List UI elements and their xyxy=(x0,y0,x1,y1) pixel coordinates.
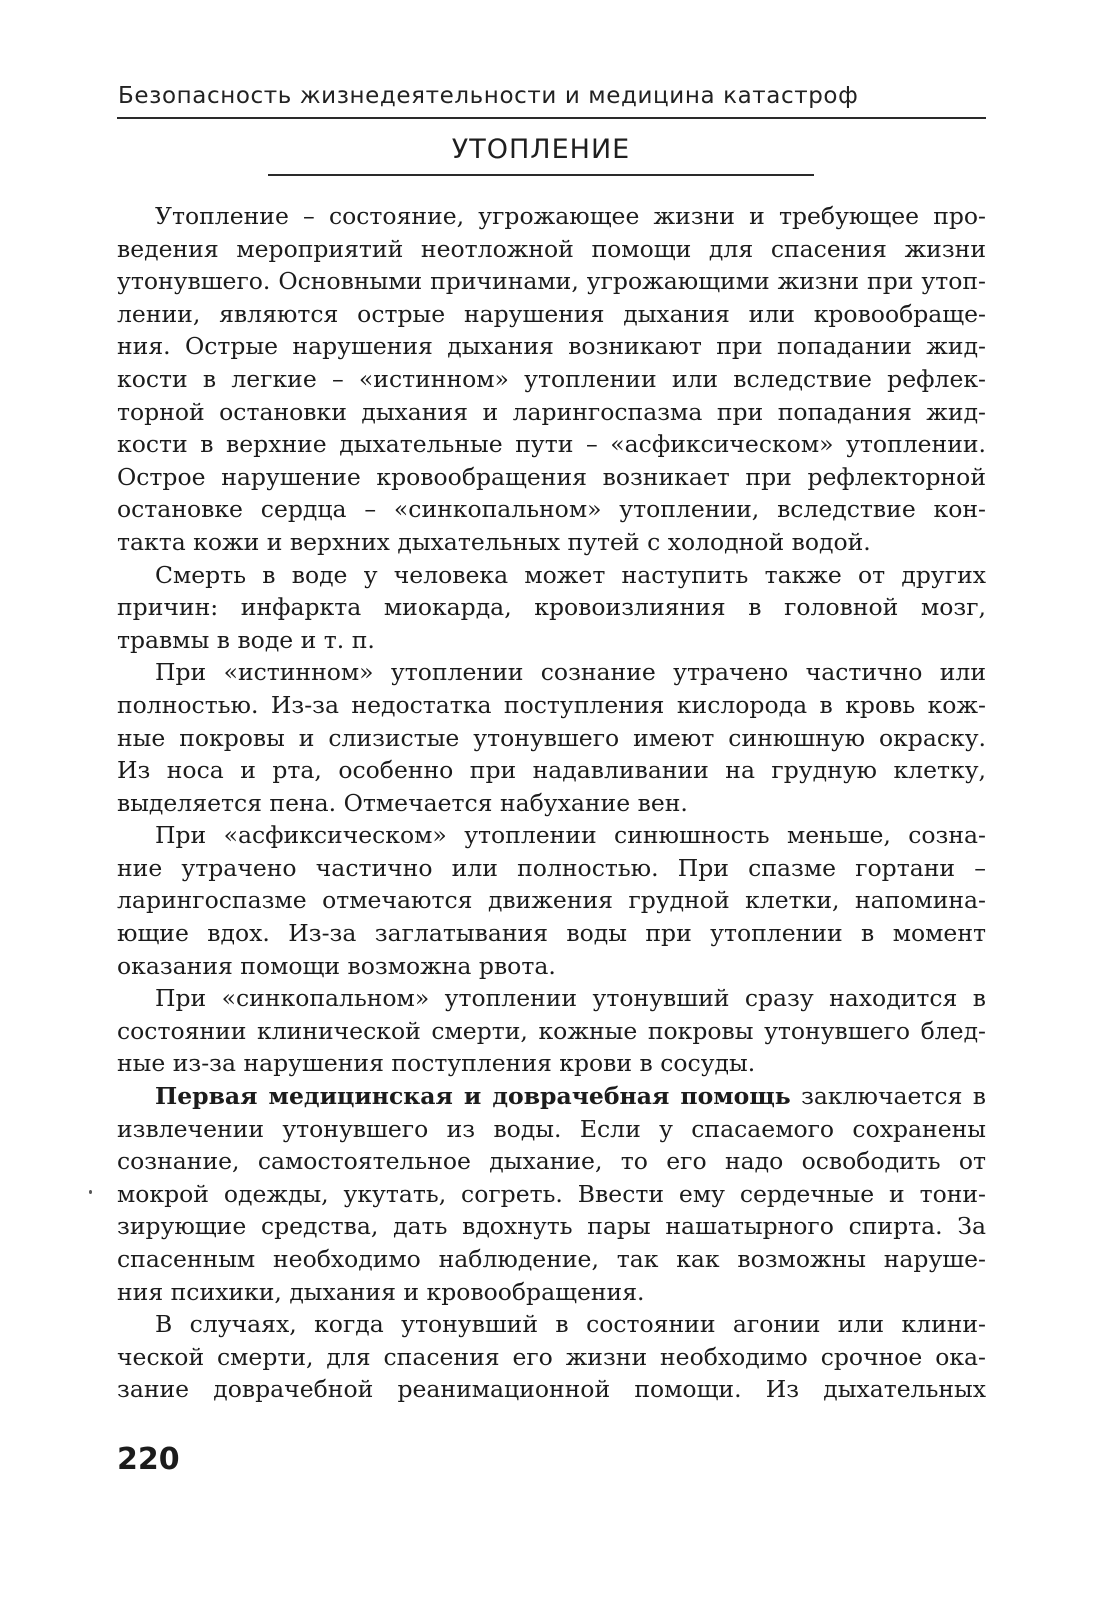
text-line: ческой смерти, для спасения его жизни необходимо срочное ока- xyxy=(117,1342,986,1371)
text-line: зание доврачебной реанимационной помощи. Из дыхательных xyxy=(117,1375,986,1404)
text-line: ведения мероприятий неотложной помощи для спасения жизни xyxy=(117,234,986,263)
body-text xyxy=(117,200,986,1406)
text-line: утонувшего. Основными причинами, угрожающими жизни при утоп- xyxy=(117,267,986,296)
text-line: выделяется пена. Отмечается набухание вен. xyxy=(117,788,688,817)
text-line: При «синкопальном» утоплении утонувший сразу находится в xyxy=(155,984,986,1013)
text-line: При «асфиксическом» утоплении синюшность меньше, созна- xyxy=(155,821,986,850)
title-underline xyxy=(268,174,814,176)
text-line: Острое нарушение кровообращения возникает при рефлекторной xyxy=(117,462,986,491)
text-line: полностью. Из-за недостатка поступления кислорода в кровь кож- xyxy=(117,690,986,719)
text-line: ния. Острые нарушения дыхания возникают при попадании жид- xyxy=(117,332,986,361)
text-line: В случаях, когда утонувший в состоянии агонии или клини- xyxy=(155,1310,986,1339)
page-number: 220 xyxy=(117,1442,180,1477)
scan-speck xyxy=(89,1190,92,1194)
text-line: мокрой одежды, укутать, согреть. Ввести ему сердечные и тони- xyxy=(117,1179,986,1208)
text-line: сознание, самостоятельное дыхание, то его надо освободить от xyxy=(117,1147,986,1176)
text-line: такта кожи и верхних дыхательных путей с холодной водой. xyxy=(117,527,871,556)
text-line: кости в верхние дыхательные пути – «асфиксическом» утоплении. xyxy=(117,430,986,459)
text-line: состоянии клинической смерти, кожные покровы утонувшего блед- xyxy=(117,1016,986,1045)
text-line: травмы в воде и т. п. xyxy=(117,625,375,654)
text-line: ные из-за нарушения поступления крови в сосуды. xyxy=(117,1049,756,1078)
text-line: ние утрачено частично или полностью. При спазме гортани – xyxy=(117,853,986,882)
text-line: При «истинном» утоплении сознание утрачено частично или xyxy=(155,658,986,687)
bold-lead-term: Первая медицинская и доврачебная помощь xyxy=(155,1082,791,1111)
text-line: ларингоспазме отмечаются движения грудной клетки, напомина- xyxy=(117,886,986,915)
text-line: остановке сердца – «синкопальном» утоплении, вследствие кон- xyxy=(117,495,986,524)
text-line: ния психики, дыхания и кровообращения. xyxy=(117,1277,645,1306)
running-head: Безопасность жизнедеятельности и медицина катастроф xyxy=(118,83,859,109)
text-line: зирующие средства, дать вдохнуть пары нашатырного спирта. За xyxy=(117,1212,986,1241)
text-line: ющие вдох. Из-за заглатывания воды при утоплении в момент xyxy=(117,919,986,948)
text-line: торной остановки дыхания и ларингоспазма при попадания жид- xyxy=(117,397,986,426)
text-line: ные покровы и слизистые утонувшего имеют синюшную окраску. xyxy=(117,723,986,752)
text-line: Утопление – состояние, угрожающее жизни и требующее про- xyxy=(155,202,986,230)
text-line xyxy=(117,1080,986,1113)
text-line: Из носа и рта, особенно при надавливании на грудную клетку, xyxy=(117,756,986,785)
text-line: извлечении утонувшего из воды. Если у спасаемого сохранены xyxy=(117,1114,986,1143)
header-rule xyxy=(117,117,986,119)
text-line: Смерть в воде у человека может наступить также от других xyxy=(155,560,986,589)
text-line: спасенным необходимо наблюдение, так как возможны наруше- xyxy=(117,1245,986,1273)
text-line: кости в легкие – «истинном» утоплении или вследствие рефлек- xyxy=(117,364,986,393)
text-line-rest: заключается в xyxy=(801,1082,986,1111)
text-line: лении, являются острые нарушения дыхания или кровообраще- xyxy=(117,299,986,328)
text-line: оказания помощи возможна рвота. xyxy=(117,951,556,980)
section-title: УТОПЛЕНИЕ xyxy=(451,134,631,165)
text-line: причин: инфаркта миокарда, кровоизлияния в головной мозг, xyxy=(117,593,986,622)
